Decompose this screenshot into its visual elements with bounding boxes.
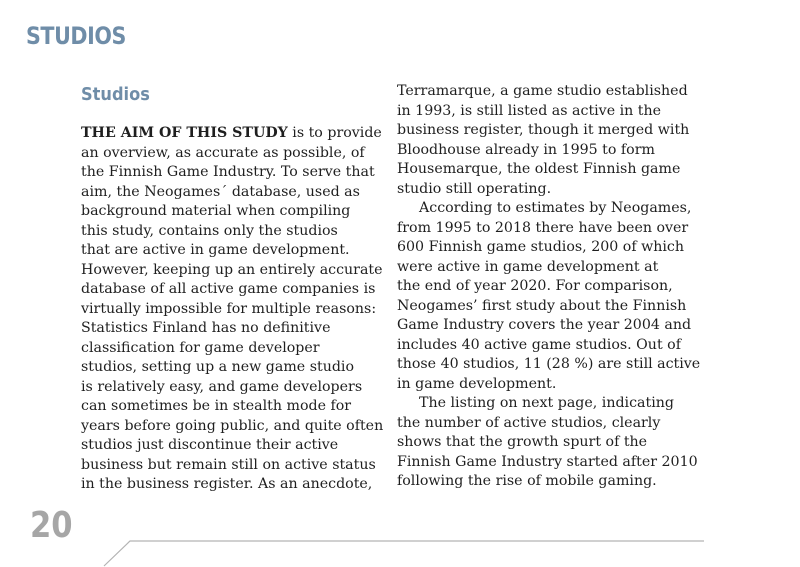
- text-line: those 40 studios, 11 (28 %) are still active: [397, 356, 701, 372]
- text-line: an overview, as accurate as possible, of: [81, 144, 365, 161]
- text-line: were active in game development at: [397, 258, 659, 275]
- text-line: business register, though it merged with: [397, 122, 690, 138]
- text-line: studios, setting up a new game studio: [81, 359, 354, 375]
- text-line: from 1995 to 2018 there have been over: [397, 219, 689, 236]
- text-line: 600 Finnish game studios, 200 of which: [397, 239, 684, 255]
- text-line: years before going public, and quite often: [81, 417, 384, 434]
- text-line: in 1993, is still listed as active in the: [397, 102, 662, 119]
- text-line: this study, contains only the studios: [81, 222, 338, 239]
- text-line: Terramarque, a game studio established: [397, 83, 688, 99]
- text-line: Finnish Game Industry started after 2010: [397, 453, 698, 470]
- lead-in: THE AIM OF THIS STUDY: [81, 125, 288, 141]
- text-line: that are active in game development.: [81, 242, 350, 258]
- text-line: shows that the growth spurt of the: [397, 434, 648, 450]
- text-line: aim, the Neogames´ database, used as: [81, 183, 360, 200]
- text-line: classification for game developer: [81, 339, 320, 356]
- text-line: background material when compiling: [81, 203, 351, 219]
- text-line: business but remain still on active status: [81, 456, 376, 473]
- text-line: studio still operating.: [397, 180, 552, 197]
- page-number: 20: [30, 505, 73, 546]
- text-line: following the rise of mobile gaming.: [397, 473, 657, 489]
- text-line: However, keeping up an entirely accurate: [81, 261, 383, 278]
- text-line: the Finnish Game Industry. To serve that: [81, 164, 375, 180]
- text-line: Game Industry covers the year 2004 and: [397, 317, 692, 333]
- section-label: STUDIOS: [26, 22, 126, 50]
- text-line: database of all active game companies is: [81, 281, 376, 297]
- text-line: According to estimates by Neogames,: [419, 200, 692, 216]
- text-line: the end of year 2020. For comparison,: [397, 278, 673, 294]
- text-line: the number of active studios, clearly: [397, 414, 661, 431]
- footer-rule-line: [104, 541, 704, 566]
- text-line: includes 40 active game studios. Out of: [397, 336, 681, 353]
- text-line: Neogames’ first study about the Finnish: [397, 297, 687, 314]
- text-line: is to provide: [287, 125, 382, 141]
- text-line: in game development.: [397, 375, 557, 392]
- text-line: in the business register. As an anecdote,: [81, 476, 373, 492]
- text-line: Housemarque, the oldest Finnish game: [397, 161, 681, 177]
- text-line: is relatively easy, and game developers: [81, 378, 363, 395]
- sub-heading: Studios: [81, 84, 150, 105]
- text-line: Bloodhouse already in 1995 to form: [397, 141, 655, 158]
- text-line: virtually impossible for multiple reasons:: [81, 300, 377, 317]
- text-line: The listing on next page, indicating: [419, 395, 674, 411]
- text-line: can sometimes be in stealth mode for: [81, 398, 352, 414]
- text-line: studios just discontinue their active: [81, 437, 339, 453]
- text-line: Statistics Finland has no definitive: [81, 320, 331, 336]
